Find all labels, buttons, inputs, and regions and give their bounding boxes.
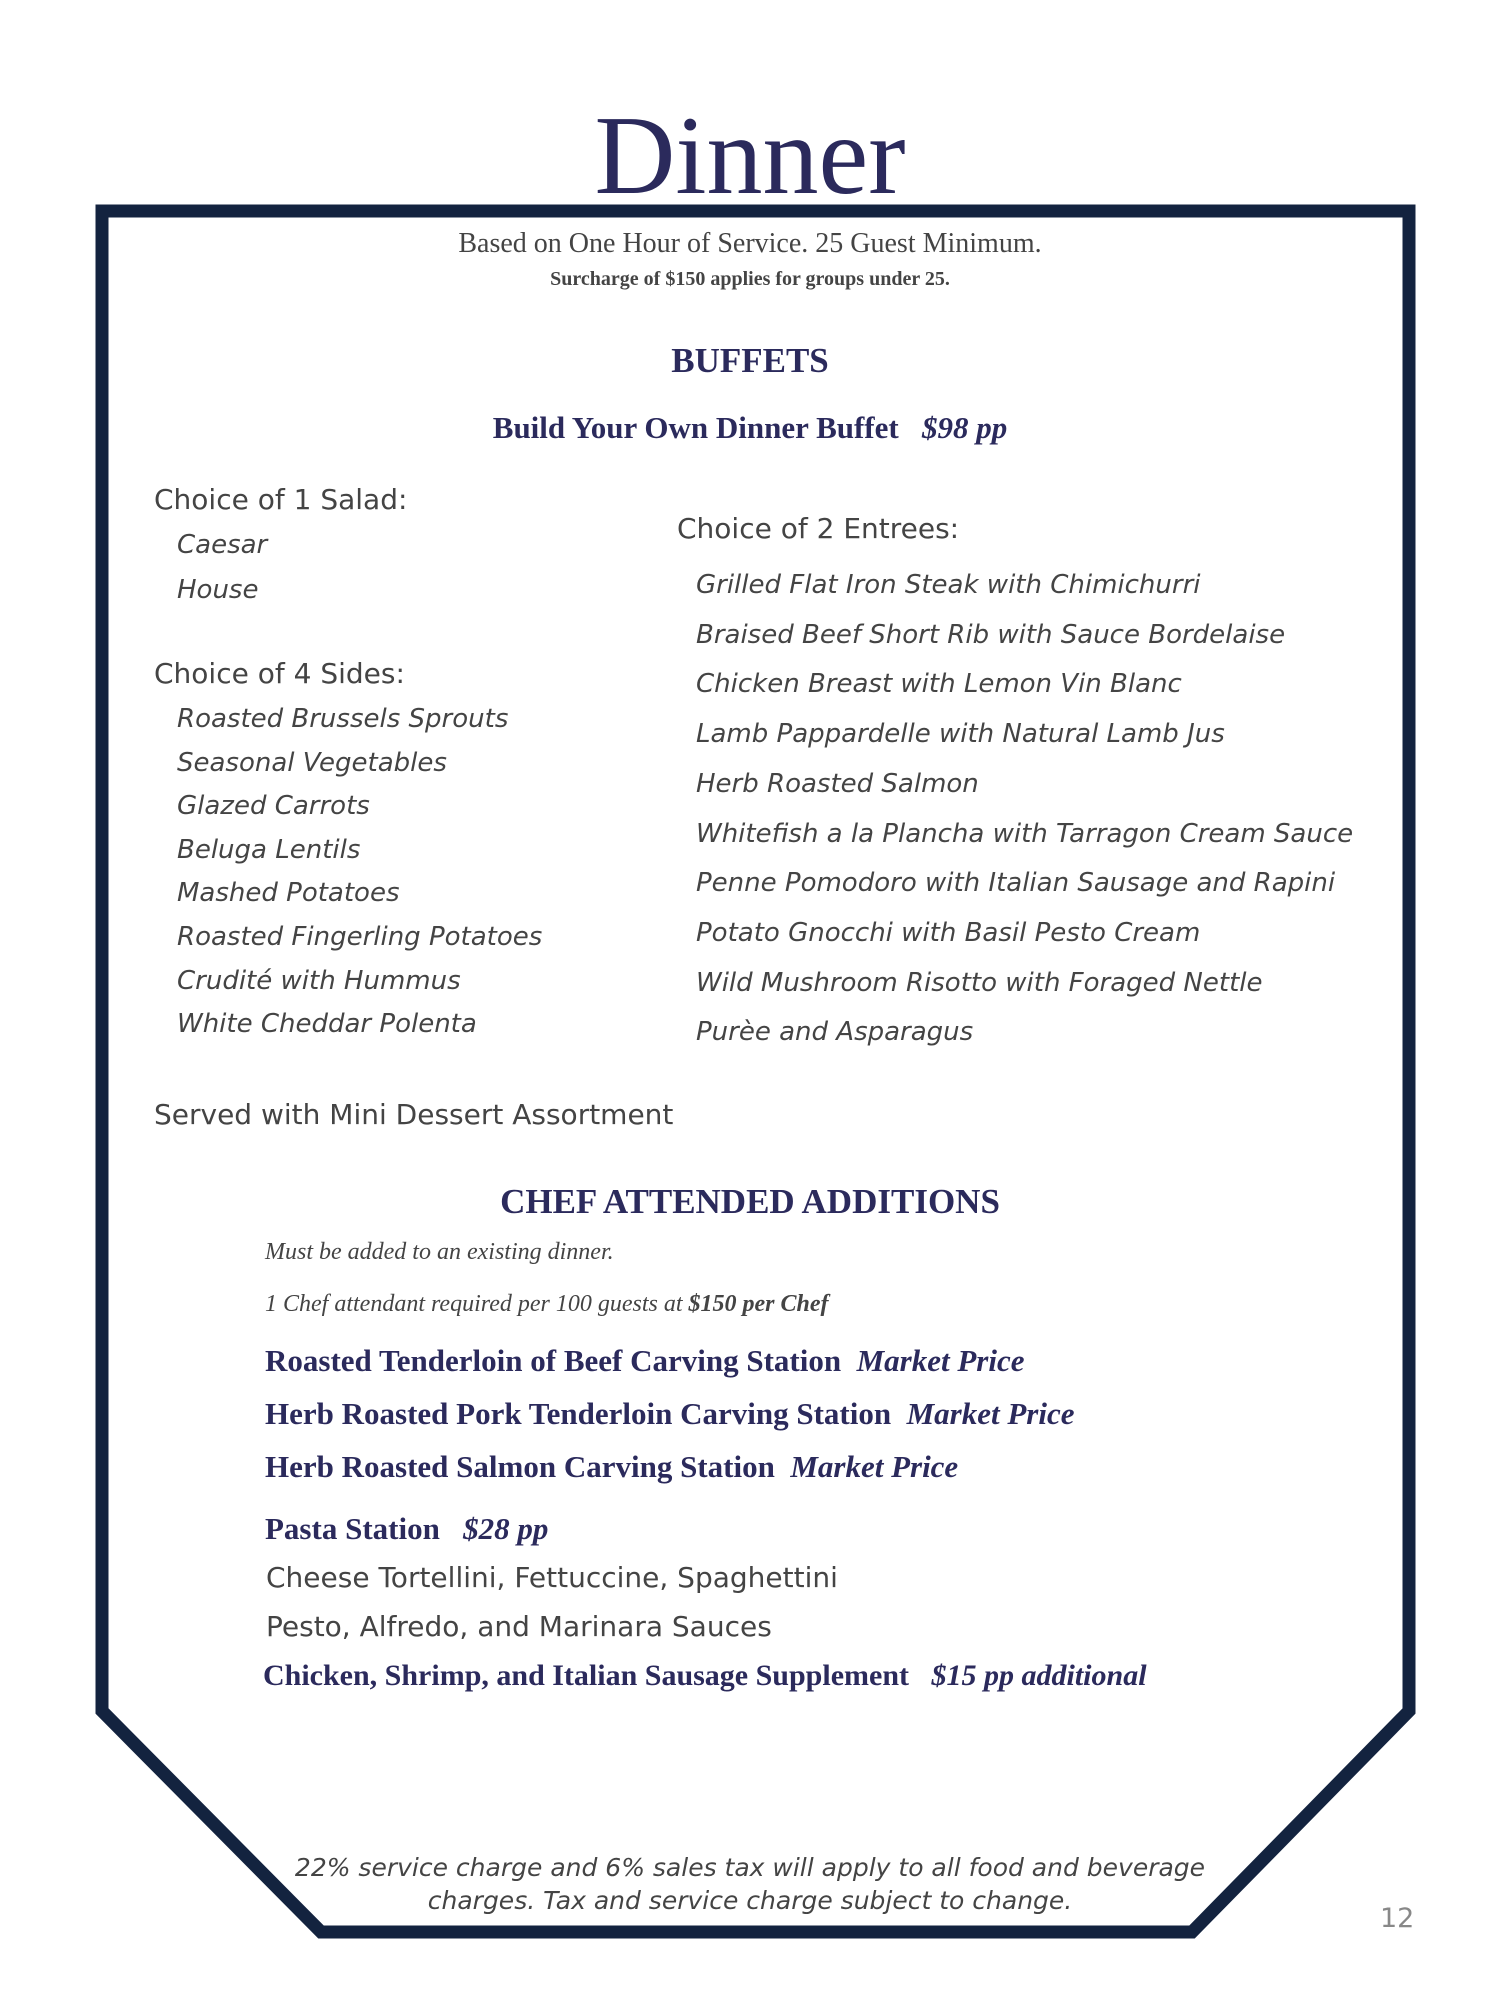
chef-note-1: Must be added to an existing dinner. xyxy=(265,1239,614,1265)
entree-item: Grilled Flat Iron Steak with Chimichurri xyxy=(696,570,1201,600)
station-price: Market Price xyxy=(906,1396,1075,1431)
footer-line-2: charges. Tax and service charge subject to change. xyxy=(427,1886,1073,1915)
carving-station xyxy=(265,1451,958,1482)
side-item: Roasted Brussels Sprouts xyxy=(177,704,509,734)
side-item: Mashed Potatoes xyxy=(177,878,400,909)
station-price: Market Price xyxy=(856,1343,1025,1378)
side-item: Roasted Fingerling Potatoes xyxy=(177,922,543,952)
station-name: Roasted Tenderloin of Beef Carving Station xyxy=(265,1343,842,1378)
side-item: Beluga Lentils xyxy=(177,834,361,865)
surcharge-note: Surcharge of $150 applies for groups under 25. xyxy=(550,268,950,290)
side-item: Crudité with Hummus xyxy=(177,965,461,996)
entrees-label: Choice of 2 Entrees: xyxy=(677,512,960,545)
entree-item: Chicken Breast with Lemon Vin Blanc xyxy=(696,669,1182,700)
entree-item: Herb Roasted Salmon xyxy=(696,768,979,799)
salad-item: Caesar xyxy=(177,530,268,560)
salad-label: Choice of 1 Salad: xyxy=(154,483,408,516)
pasta-line-1: Cheese Tortellini, Fettuccine, Spaghettini xyxy=(266,1561,838,1594)
side-item: Seasonal Vegetables xyxy=(177,747,447,778)
supplement: Chicken, Shrimp, and Italian Sausage Supplement $15 pp additional xyxy=(263,1659,1147,1692)
carving-station xyxy=(265,1398,1074,1429)
entree-item: Potato Gnocchi with Basil Pesto Cream xyxy=(696,917,1201,948)
station-name: Herb Roasted Pork Tenderloin Carving Station xyxy=(265,1396,892,1431)
chef-heading: CHEF ATTENDED ADDITIONS xyxy=(500,1182,1000,1221)
page-title: Dinner xyxy=(594,94,906,218)
chef-note-2: 1 Chef attendant required per 100 guests at $150 per Chef xyxy=(265,1291,829,1317)
side-item: White Cheddar Polenta xyxy=(177,1009,477,1040)
entree-item: Braised Beef Short Rib with Sauce Bordelaise xyxy=(696,619,1286,650)
pasta-line-2: Pesto, Alfredo, and Marinara Sauces xyxy=(266,1610,772,1643)
buffet-price: $98 pp xyxy=(921,410,1008,445)
page-number: 12 xyxy=(1380,1903,1415,1934)
carving-station xyxy=(265,1345,1025,1376)
intro-line: Based on One Hour of Service. 25 Guest Minimum. xyxy=(458,228,1042,259)
station-price: Market Price xyxy=(790,1449,959,1484)
footer-line-1: 22% service charge and 6% sales tax will apply to all food and beverage xyxy=(294,1853,1206,1882)
entree-item: Wild Mushroom Risotto with Foraged Nettle xyxy=(696,967,1263,998)
dessert-note: Served with Mini Dessert Assortment xyxy=(154,1098,674,1131)
buffet-name: Build Your Own Dinner Buffet xyxy=(492,410,899,445)
sides-label: Choice of 4 Sides: xyxy=(154,657,405,690)
entree-item: Lamb Pappardelle with Natural Lamb Jus xyxy=(696,719,1225,750)
pasta-station: Pasta Station $28 pp xyxy=(265,1511,549,1546)
station-name: Herb Roasted Salmon Carving Station xyxy=(265,1449,775,1484)
entree-item: Whitefish a la Plancha with Tarragon Cream Sauce xyxy=(696,818,1354,849)
side-item: Glazed Carrots xyxy=(177,791,370,822)
buffets-heading: BUFFETS xyxy=(671,341,829,380)
buffet-title xyxy=(0,412,1500,443)
salad-item: House xyxy=(177,575,259,605)
entree-item: Purèe and Asparagus xyxy=(696,1017,974,1048)
entree-item: Penne Pomodoro with Italian Sausage and Rapini xyxy=(696,868,1336,899)
